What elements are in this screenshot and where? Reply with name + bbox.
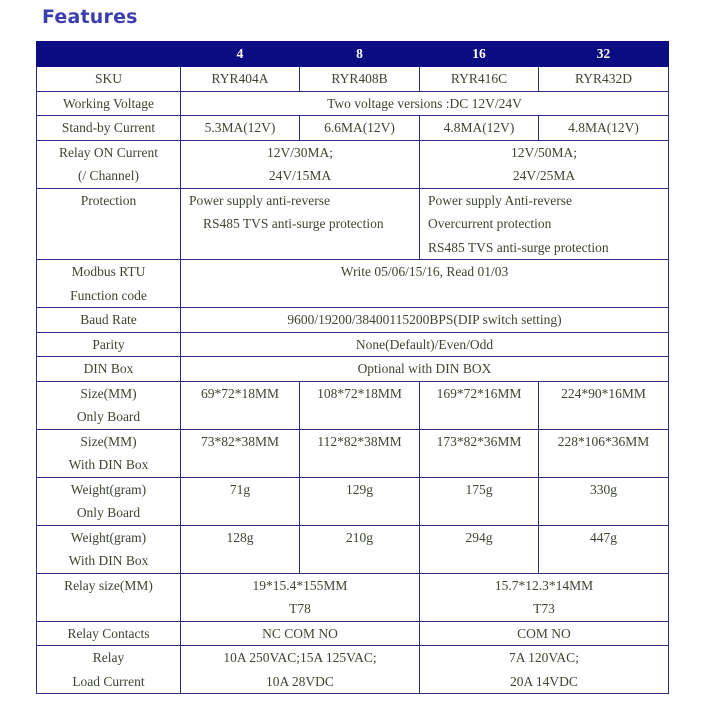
cell: 228*106*36MM xyxy=(539,429,669,477)
row-label-line: (/ Channel) xyxy=(77,168,140,183)
cell-line: T78 xyxy=(289,601,311,616)
cell: 169*72*16MM xyxy=(420,381,539,429)
row-label: Working Voltage xyxy=(37,91,181,116)
cell: 447g xyxy=(539,525,669,573)
cell-line: 12V/50MA; xyxy=(510,144,577,160)
header-cell-32ch: 32 xyxy=(539,42,669,67)
row-label-line: Modbus RTU xyxy=(71,264,146,279)
table-row-modbus xyxy=(37,260,669,308)
cell-line: 20A 14VDC xyxy=(510,673,578,689)
cell: 5.3MA(12V) xyxy=(181,116,300,141)
cell: 6.6MA(12V) xyxy=(300,116,420,141)
row-label xyxy=(37,525,181,573)
cell xyxy=(420,140,669,188)
cell: Write 05/06/15/16, Read 01/03 xyxy=(181,260,669,308)
row-label xyxy=(37,381,181,429)
cell xyxy=(420,573,669,621)
cell: 112*82*38MM xyxy=(300,429,420,477)
table-row-relay-size xyxy=(37,573,669,621)
table-row-size-din xyxy=(37,429,669,477)
row-label: Baud Rate xyxy=(37,308,181,333)
header-row xyxy=(37,42,669,67)
cell: RYR432D xyxy=(539,67,669,92)
cell xyxy=(181,646,420,694)
row-label xyxy=(37,140,181,188)
header-cell-4ch: 4 xyxy=(181,42,300,67)
cell xyxy=(181,573,420,621)
cell: 108*72*18MM xyxy=(300,381,420,429)
cell: 175g xyxy=(420,477,539,525)
cell: 210g xyxy=(300,525,420,573)
table-row-baud-rate xyxy=(37,308,669,333)
row-label-line: Weight(gram) xyxy=(70,529,147,545)
row-label-line: Function code xyxy=(70,287,147,303)
cell: Optional with DIN BOX xyxy=(181,357,669,382)
cell: 4.8MA(12V) xyxy=(420,116,539,141)
cell-line: Overcurrent protection xyxy=(428,216,552,231)
cell xyxy=(181,140,420,188)
cell xyxy=(420,188,669,260)
row-label: Protection xyxy=(37,188,181,260)
cell: 9600/19200/38400115200BPS(DIP switch setting) xyxy=(181,308,669,333)
table-row-protection xyxy=(37,188,669,260)
cell: RYR416C xyxy=(420,67,539,92)
cell: None(Default)/Even/Odd xyxy=(181,332,669,357)
cell: 224*90*16MM xyxy=(539,381,669,429)
row-label-line: With DIN Box xyxy=(68,457,149,472)
cell-line: 7A 120VAC; xyxy=(509,650,579,665)
row-label: Stand-by Current xyxy=(37,116,181,141)
row-label: Relay size(MM) xyxy=(37,573,181,621)
row-label: DIN Box xyxy=(37,357,181,382)
features-table xyxy=(36,41,669,694)
header-cell-blank xyxy=(37,42,181,67)
row-label-line: Only Board xyxy=(76,505,141,520)
cell-line: RS485 TVS anti-surge protection xyxy=(203,216,384,231)
header-cell-8ch: 8 xyxy=(300,42,420,67)
cell: Two voltage versions :DC 12V/24V xyxy=(181,91,669,116)
table-row-weight-din xyxy=(37,525,669,573)
cell: 294g xyxy=(420,525,539,573)
row-label xyxy=(37,646,181,694)
row-label xyxy=(37,429,181,477)
cell-line: 10A 28VDC xyxy=(266,673,334,689)
cell-line: 24V/15MA xyxy=(268,168,332,183)
row-label-line: Relay xyxy=(92,650,125,665)
row-label-line: Weight(gram) xyxy=(70,481,147,497)
cell-line: Power supply Anti-reverse xyxy=(428,192,572,208)
cell: 71g xyxy=(181,477,300,525)
row-label xyxy=(37,477,181,525)
row-label-line: Relay ON Current xyxy=(59,144,158,160)
cell: 69*72*18MM xyxy=(181,381,300,429)
cell: 330g xyxy=(539,477,669,525)
table-row-relay-contacts xyxy=(37,621,669,646)
cell: RYR408B xyxy=(300,67,420,92)
cell-line: T73 xyxy=(533,601,555,616)
cell: 4.8MA(12V) xyxy=(539,116,669,141)
table-row-standby-current xyxy=(37,116,669,141)
row-label: Relay Contacts xyxy=(37,621,181,646)
table-row-working-voltage xyxy=(37,91,669,116)
cell xyxy=(181,188,420,260)
cell-line: Power supply anti-reverse xyxy=(189,192,330,208)
cell-line: 19*15.4*155MM xyxy=(252,577,348,593)
header-cell-16ch: 16 xyxy=(420,42,539,67)
cell: NC COM NO xyxy=(181,621,420,646)
row-label-line: Size(MM) xyxy=(80,433,137,449)
cell-line: 15.7*12.3*14MM xyxy=(494,577,594,593)
table-row-load-current xyxy=(37,646,669,694)
row-label: Parity xyxy=(37,332,181,357)
cell: COM NO xyxy=(420,621,669,646)
cell: 128g xyxy=(181,525,300,573)
table-row-size-board xyxy=(37,381,669,429)
table-row-sku xyxy=(37,67,669,92)
row-label xyxy=(37,260,181,308)
table-row-parity xyxy=(37,332,669,357)
row-label: SKU xyxy=(37,67,181,92)
cell-line: 12V/30MA; xyxy=(266,144,333,160)
cell: 173*82*36MM xyxy=(420,429,539,477)
row-label-line: With DIN Box xyxy=(68,553,149,568)
table-row-relay-on-current xyxy=(37,140,669,188)
page-title: Features xyxy=(42,6,138,28)
cell-line: 10A 250VAC;15A 125VAC; xyxy=(223,650,377,665)
cell-line: RS485 TVS anti-surge protection xyxy=(428,239,609,255)
cell-line: 24V/25MA xyxy=(512,168,576,183)
table-row-weight-board xyxy=(37,477,669,525)
cell: RYR404A xyxy=(181,67,300,92)
cell: 73*82*38MM xyxy=(181,429,300,477)
table-row-din-box xyxy=(37,357,669,382)
row-label-line: Size(MM) xyxy=(80,385,137,401)
cell: 129g xyxy=(300,477,420,525)
row-label-line: Load Current xyxy=(72,673,145,689)
row-label-line: Only Board xyxy=(76,409,141,424)
cell xyxy=(420,646,669,694)
